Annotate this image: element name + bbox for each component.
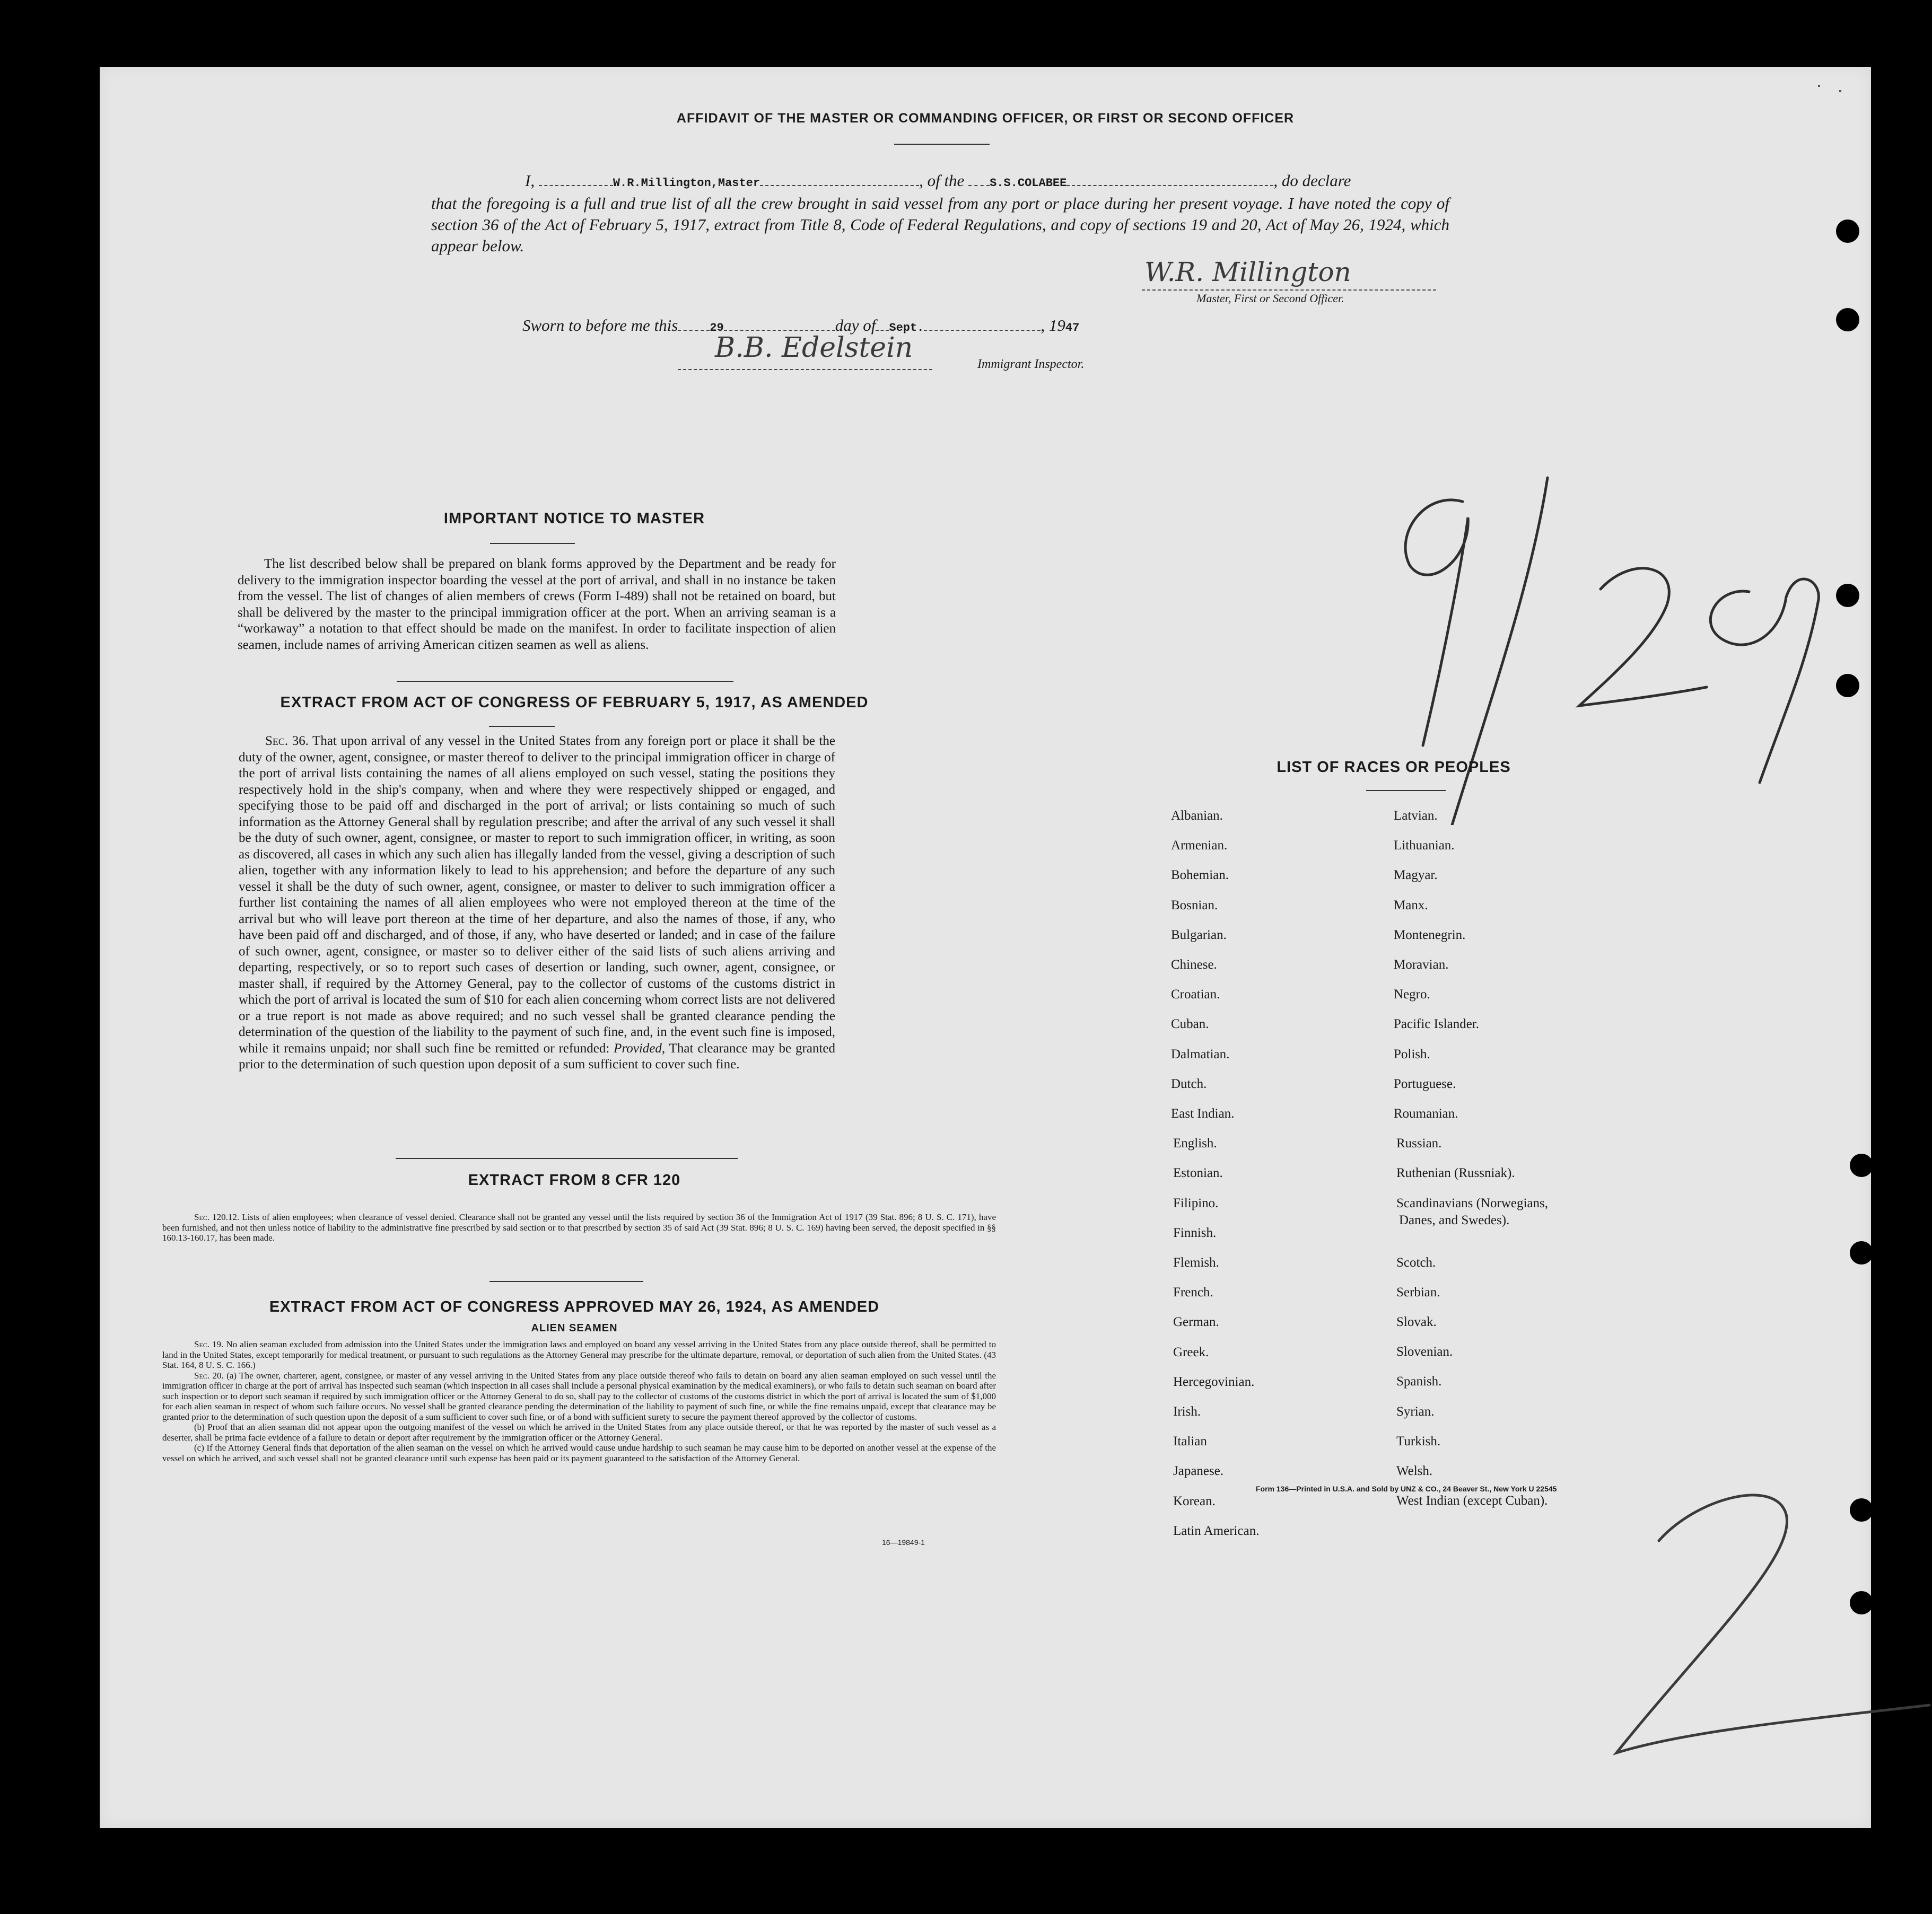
race-item-right: West Indian (except Cuban). [1396,1494,1548,1508]
sec-19-label: Sec. 19. [194,1339,224,1349]
races-rule [1366,790,1446,791]
extract-1917-rule [489,726,555,727]
race-item-left: East Indian. [1171,1107,1235,1121]
affidavit-title: AFFIDAVIT OF THE MASTER OR COMMANDING OFFICER, OR FIRST OR SECOND OFFICER [676,111,1295,126]
race-item-left: Irish. [1173,1404,1201,1419]
race-item-right: Spanish. [1396,1374,1442,1389]
race-item-right: Scotch. [1396,1255,1436,1270]
sec-36-label: Sec. 36. [265,734,309,748]
race-item-right: Polish. [1394,1047,1430,1061]
race-item-left: Finnish. [1173,1225,1217,1240]
race-item-right: Russian. [1396,1136,1442,1151]
race-item-right: Negro. [1394,987,1430,1002]
race-item-left: Italian [1173,1434,1207,1449]
extract-1917-end-rule [396,1158,738,1159]
race-item-right: Latvian. [1394,809,1438,823]
notice-text: The list described below shall be prepared on blank forms approved by the Department and be ready for delivery to the immigration inspector boarding the vessel at the port of arrival, and shall in no instance be taken from the vessel. The list of changes of alien members of crews (Form I-489) shall not be retained on board, but shall be delivered by the master to the principal immigration officer at the port. When an arriving seaman is a “workaway” a notation to that effect should be made on the manifest. In order to facilitate inspection of alien seamen, include names of arriving American citizen seamen as well as aliens. [238,557,836,652]
race-item-left: Estonian. [1173,1166,1223,1181]
sec-20a-text: (a) The owner, charterer, agent, consignee, or master of any vessel arriving in the United States from any place outside thereof who fails to detain on board any alien seaman employed on such vessel until the immigration officer in charge at the port of arrival has inspected such seaman (which inspection in all cases shall include a personal physical examination by the medical examiners), or who fails to detain such seaman on board after such inspection or to deport such seaman if required by such immigration officer or the Attorney General to do so, shall pay to the collector of customs of the customs district in which the port of arrival is located the sum of $1,000 for each alien seaman in respect of whom such failure occurs. No vessel shall be granted clearance pending the determination of the liability to payment of such fine, or while the fine remains unpaid, except that clearance may be granted prior to the determination of such question upon the deposit of a sum sufficient to cover such fine, or of a bond with sufficient surety to secure the payment thereof approved by the collector of customs. [162,1370,996,1422]
race-item-right: Danes, and Swedes). [1399,1213,1510,1227]
master-signature: W.R. Millington [1144,257,1351,287]
day-of-label: day of [835,316,876,335]
punch-hole [1836,674,1859,697]
race-item-left: Bulgarian. [1171,927,1227,942]
races-title: LIST OF RACES OR PEOPLES [1277,759,1511,776]
of-the-label: , of the [919,171,965,190]
sec-120-label: Sec. 120.12. [194,1212,240,1222]
race-item-right: Slovenian. [1396,1345,1453,1359]
race-item-left: Croatian. [1171,987,1220,1002]
race-item-right: Turkish. [1396,1434,1441,1448]
extract-1924-subtitle: ALIEN SEAMEN [531,1322,618,1334]
race-item-right: Magyar. [1394,868,1438,883]
punch-hole [1836,220,1859,243]
sec-20-label: Sec. 20. [194,1370,224,1381]
signature-line [1142,289,1436,291]
speck [1818,85,1820,87]
sec-20c-text: (c) If the Attorney General finds that deportation of the alien seaman on the vessel on which he arrived would cause undue hardship to such seaman he may cause him to be deported on another vessel at the expense of the vessel on which he arrived, and such vessel shall not be granted clearance until such expense has been paid or its payment guaranteed to the satisfaction of the Attorney General. [162,1443,996,1463]
race-item-right: Scandinavians (Norwegians, [1396,1196,1549,1210]
punch-hole [1850,1154,1873,1177]
race-item-right: Roumanian. [1394,1107,1458,1121]
race-item-left: English. [1173,1136,1217,1151]
race-item-left: Chinese. [1171,958,1217,972]
race-item-left: German. [1173,1315,1219,1330]
affidavit-declaration-line [525,170,1448,194]
sec-120-text: Lists of alien employees; when clearance of vessel denied. Clearance shall not be granted any vessel until the lists required by section 36 of the Immigration Act of 1917 (39 Stat. 896; 8 U. S. C. 171), have been furnished, and not then unless notice of liability to the administrative fine prescribed by said section or to that prescribed by section 35 of said Act (39 Stat. 896; 8 U. S. C. 169) having been served, the deposit specified in §§ 160.13-160.17, has been made. [162,1212,996,1243]
sec-20b-text: (b) Proof that an alien seaman did not appear upon the outgoing manifest of the vessel on which he arrived in the United States from any place outside thereof, or that he was reported by the master of such vessel as a deserter, shall be prima facie evidence of a failure to detain or deport after requirement by the immigration officer or the Attorney General. [162,1422,996,1443]
race-item-left: French. [1173,1285,1213,1300]
race-item-right: Portuguese. [1394,1076,1456,1091]
i-label: I, [525,171,535,190]
printer-line: Form 136—Printed in U.S.A. and Sold by UNZ & CO., 24 Beaver St., New York U 22545 [1256,1485,1557,1493]
race-item-right: Montenegrin. [1394,927,1466,942]
race-item-left: Dutch. [1171,1076,1207,1091]
race-item-left: Bosnian. [1171,898,1218,912]
race-item-right: Welsh. [1396,1464,1433,1478]
race-item-left: Filipino. [1173,1196,1219,1210]
race-item-left: Albanian. [1171,809,1223,823]
notice-end-rule [397,681,733,682]
race-item-right: Syrian. [1396,1404,1435,1419]
signature-caption: Master, First or Second Officer. [1196,292,1344,305]
extract-1924-text [162,1339,996,1463]
punch-hole [1850,1241,1873,1265]
race-item-left: Greek. [1173,1345,1209,1359]
affidavit-text: that the foregoing is a full and true list of all the crew brought in said vessel from any port or place during her present voyage. I have noted the copy of section 36 of the Act of February 5, 1917, extract from Title 8, Code of Federal Regulations, and copy of sections 19 and 20, Act of May 26, 1924, which appear below. [431,194,1449,255]
sec-36-text: That upon arrival of any vessel in the United States from any foreign port or place it shall be the duty of the owner, agent, consignee, or master thereof to deliver to the principal immigration officer in charge of the port of arrival lists containing the names of all aliens employed on such vessel, stating the positions they respectively hold in the ship's company, when and where they were respectively shipped or engaged, and specifying those to be paid off and discharged in the port of arrival; or lists containing so much of such information as the Attorney General shall by regulation prescribe; and after the arrival of any such vessel it shall be the duty of such owner, agent, consignee, or master to report to such immigration officer, in writing, as soon as discovered, all cases in which any such alien has illegally landed from the vessel, giving a description of such alien, together with any information likely to lead to his apprehension; and before the departure of any such vessel it shall be the duty of such owner, agent, consignee, or master to deliver to such immigration officer a further list containing the names of all alien employees who were not employed thereon at the time of the arrival but who will leave port thereon at the time of her departure, and also the names of those, if any, who have been paid off and discharged, and of those, if any, who have deserted or landed; and in case of the failure of such owner, agent, consignee, or master so to deliver either of the said lists of such aliens arriving and departing, respectively, or so to report such cases of desertion or landing, such owner, agent, consignee, or master shall, if required by the Attorney General, pay to the collector of customs of the customs district in which the port of arrival is located the sum of $10 for each alien concerning whom correct lists are not delivered or a true report is not made as above required; and no such vessel shall be granted clearance pending the determination of the question of the liability to the payment of such fine, and, in the event such fine is imposed, while it remains unpaid; nor shall such fine be remitted or refunded: [239,734,835,1056]
punch-hole [1850,1498,1873,1522]
sworn-year-field: 47 [1065,321,1080,335]
extract-cfr-end-rule [489,1281,643,1282]
race-item-left: Latin American. [1173,1523,1260,1538]
sworn-month-field: Sept. [889,321,924,335]
race-item-right: Slovak. [1396,1315,1437,1329]
speck [1839,90,1841,92]
notice-rule [490,543,575,544]
inspector-signature: B.B. Edelstein [715,332,913,364]
sworn-day-field: 29 [710,321,724,335]
extract-1924-title: EXTRACT FROM ACT OF CONGRESS APPROVED MAY 26, 1924, AS AMENDED [269,1298,880,1315]
race-item-left: Cuban. [1171,1017,1209,1032]
race-item-right: Lithuanian. [1394,838,1455,853]
race-item-right: Pacific Islander. [1394,1017,1480,1032]
sec-19-text: No alien seaman excluded from admission into the United States under the immigration laws and employed on board any vessel arriving in the United States from any place outside thereof, shall be permitted to land in the United States, except temporarily for medical treatment, or pursuant to such regulations as the Attorney General may prescribe for the ultimate departure, removal, or deportation of such alien from the United States. (43 Stat. 164, 8 U. S. C. 166.) [162,1339,996,1370]
race-item-right: Manx. [1394,898,1428,912]
extract-1917-title: EXTRACT FROM ACT OF CONGRESS OF FEBRUARY 5, 1917, AS AMENDED [280,694,869,711]
race-item-right: Ruthenian (Russniak). [1396,1166,1515,1181]
sworn-label: Sworn to before me this [522,316,678,335]
race-item-left: Korean. [1173,1494,1216,1508]
punch-hole [1836,584,1859,607]
punch-hole [1836,308,1859,331]
race-item-left: Bohemian. [1171,868,1229,883]
extract-cfr-title: EXTRACT FROM 8 CFR 120 [468,1172,681,1189]
handwritten-page-number [1606,1477,1932,1769]
document-page [100,67,1871,1828]
do-declare-label: , do declare [1273,171,1351,190]
vessel-name-field: S.S.COLABEE [990,177,1067,190]
race-item-right: Moravian. [1394,958,1449,972]
race-item-left: Hercegovinian. [1173,1374,1255,1389]
race-item-right: Serbian. [1396,1285,1440,1300]
race-item-left: Flemish. [1173,1255,1219,1270]
extract-1917-text [239,733,835,1073]
year-prefix: , 19 [1041,316,1065,335]
punch-hole [1850,1591,1873,1614]
inspector-line [678,369,932,370]
form-code: 16—19849-1 [882,1538,925,1547]
provided-label: Provided, [614,1041,666,1056]
race-item-left: Japanese. [1173,1464,1224,1479]
notice-title: IMPORTANT NOTICE TO MASTER [443,510,705,527]
master-name-field: W.R.Millington,Master [613,177,760,190]
inspector-caption: Immigrant Inspector. [977,357,1085,371]
extract-cfr-text [162,1212,996,1243]
race-item-left: Dalmatian. [1171,1047,1230,1061]
race-item-left: Armenian. [1171,838,1228,853]
provided-text: That clearance may be granted prior to the determination of such question upon deposit of a sum sufficient to cover such fine. [239,1041,835,1072]
title-rule [894,144,990,145]
